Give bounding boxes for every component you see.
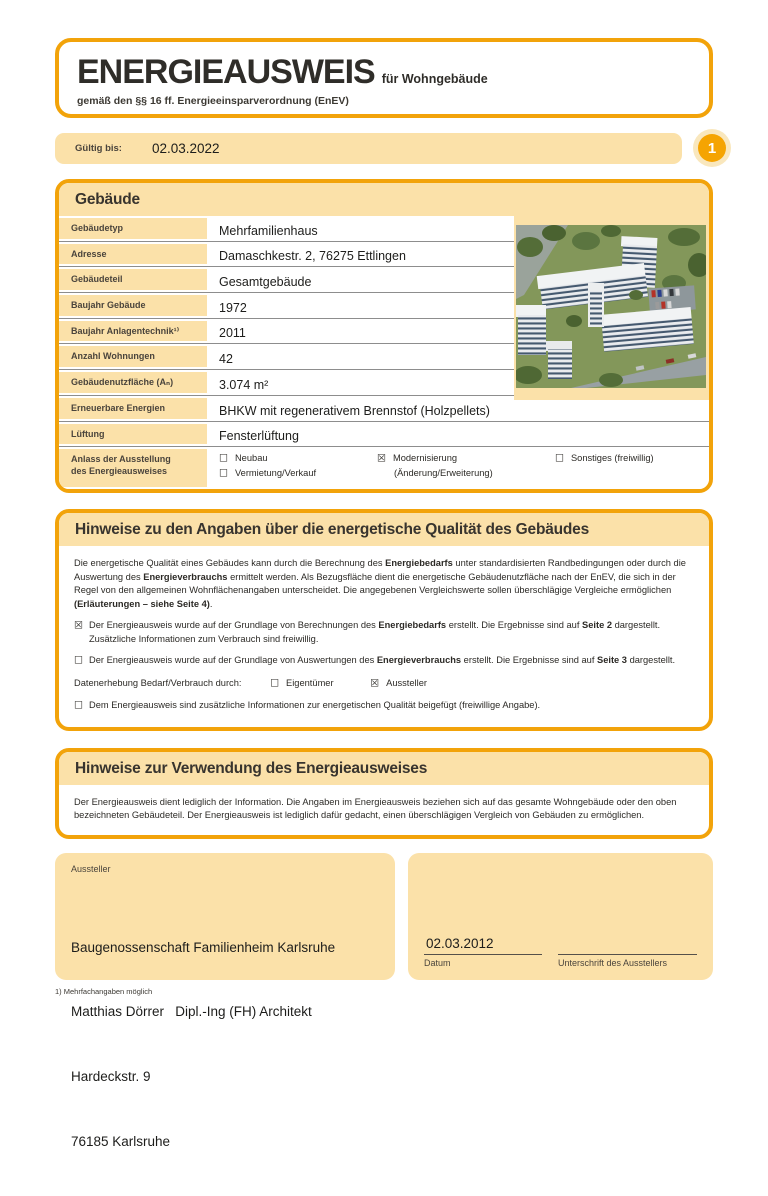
hint-item-bedarf: ☒ Der Energieausweis wurde auf der Grundlage von Berechnungen des Energiebedarfs erstellt. Die Ergebnisse sind auf Seite 2 dargestellt. Zusätzliche Informationen zum Verbrauch sind freiwillig.: [74, 619, 694, 646]
table-row-anlass: [59, 447, 709, 489]
signature-columns: [424, 936, 697, 968]
row-label: Gebäudetyp: [59, 218, 207, 239]
building-photo-panel: [514, 216, 709, 400]
row-value: BHKW mit regenerativem Brennstof (Holzpellets): [219, 403, 490, 418]
row-label: Adresse: [59, 244, 207, 265]
valid-until-bar: [55, 133, 682, 164]
anlass-col-3: [555, 453, 697, 483]
signature-label: Unterschrift des Ausstellers: [558, 958, 668, 969]
datenerhebung-label: Datenerhebung Bedarf/Verbrauch durch:: [74, 677, 242, 688]
row-value: 1972: [219, 300, 247, 315]
page-number-badge: 1: [698, 134, 726, 162]
checkbox-vermietung: ☐: [219, 468, 228, 480]
hinweise-qualitaet-body: [59, 546, 709, 726]
date-column: [424, 936, 542, 968]
row-label: Baujahr Gebäude: [59, 295, 207, 316]
option-neubau: ☐ Neubau: [219, 453, 268, 465]
issuer-line: Hardeckstr. 9: [71, 1069, 151, 1085]
issuer-line: Matthias Dörrer Dipl.-Ing (FH) Architekt: [71, 1004, 312, 1020]
checkbox-neubau: ☐: [219, 453, 228, 465]
row-value: Fensterlüftung: [219, 429, 299, 444]
signature-column: [558, 936, 697, 968]
intro-paragraph: Die energetische Qualität eines Gebäudes kann durch die Berechnung des Energiebedarfs unter standardisierten Randbedingungen oder durch die Auswertung des Energieverbrauchs ermittelt werden. Als Bezugsfläche dient die energetische Gebäudenutzfläche nach der EnEV, die sich in der Regel von den allgemeinen Wohnflächenangaben unterscheidet. Die angegebenen Vergleichswerte sollen überschlägige Vergleiche ermöglichen (Erläuterungen – siehe Seite 4).: [74, 558, 686, 609]
option-modernisierung: ☒ Modernisierung: [377, 453, 458, 465]
datenerhebung-line: [74, 677, 694, 692]
footnote: 1) Mehrfachangaben möglich: [55, 987, 153, 997]
signature-line: [558, 936, 697, 955]
page: [55, 0, 717, 1149]
row-value: Gesamtgebäude: [219, 275, 312, 290]
section-gebaeude-heading: Gebäude: [59, 183, 709, 216]
checkbox-verbrauch: ☐: [74, 655, 83, 667]
title-box: [55, 38, 713, 118]
row-value: Mehrfamilienhaus: [219, 223, 318, 238]
document-title-suffix: für Wohngebäude: [381, 72, 488, 86]
section-hinweise-qualitaet-heading: Hinweise zu den Angaben über die energetische Qualität des Gebäudes: [59, 513, 709, 546]
anlass-options: [207, 447, 709, 489]
row-value: 3.074 m²: [219, 377, 269, 392]
section-gebaeude: [55, 179, 713, 493]
row-value: 2011: [219, 326, 246, 341]
hint-item-verbrauch: ☐ Der Energieausweis wurde auf der Grundlage von Auswertungen des Energieverbrauchs erstellt. Die Ergebnisse sind auf Seite 3 dargestellt.: [74, 654, 694, 669]
row-value: Damaschkestr. 2, 76275 Ettlingen: [219, 249, 406, 264]
row-label: Baujahr Anlagentechnik¹⁾: [59, 321, 207, 342]
checkbox-sonstiges: ☐: [555, 453, 564, 465]
valid-until-row: [55, 133, 717, 164]
verwendung-paragraph: Der Energieausweis dient lediglich der Information. Die Angaben im Energieausweis beziehen sich auf das gesamte Wohngebäude oder den oben bezeichneten Gebäudeteil. Der Energieausweis ist lediglich dafür gedacht, einen überschlägigen Vergleich von Gebäuden zu ermöglichen.: [74, 796, 677, 820]
section-hinweise-qualitaet: [55, 509, 713, 730]
anlass-label-line2: des Energieausweises: [71, 465, 168, 476]
checkbox-aussteller: ☒: [370, 678, 380, 689]
issuer-line: Baugenossenschaft Familienheim Karlsruhe: [71, 939, 336, 955]
issue-date: 02.03.2012: [424, 936, 542, 955]
signature-box: [408, 853, 713, 980]
row-label: Anzahl Wohnungen: [59, 346, 207, 367]
document-subtitle: gemäß den §§ 16 ff. Energieeinsparverordnung (EnEV): [77, 95, 349, 107]
table-row: [59, 422, 709, 448]
gebaeude-table: [59, 216, 709, 489]
valid-until-date: 02.03.2022: [151, 141, 220, 156]
option-vermietung: ☐ Vermietung/Verkauf: [219, 468, 317, 480]
option-modernisierung-note: (Änderung/Erweiterung): [394, 468, 493, 479]
option-eigentuemer: ☐ Eigentümer: [270, 678, 334, 688]
issuer-label: Aussteller: [71, 864, 111, 875]
date-label: Datum: [424, 958, 451, 969]
option-aussteller: ☒ Aussteller: [370, 678, 427, 688]
issuer-address: [71, 893, 379, 1195]
valid-until-label: Gültig bis:: [75, 143, 122, 154]
anlass-label-line1: Anlass der Ausstellung: [71, 454, 171, 465]
anlass-col-2: [377, 453, 555, 483]
issuer-line: 76185 Karlsruhe: [71, 1133, 171, 1149]
section-hinweise-verwendung: [55, 748, 713, 840]
checkbox-eigentuemer: ☐: [270, 678, 280, 689]
hint-item-zusatzinfo: ☐ Dem Energieausweis sind zusätzliche Informationen zur energetischen Qualität beigefügt (freiwillige Angabe).: [74, 699, 694, 714]
hinweise-verwendung-body: [59, 785, 709, 836]
document-title: ENERGIEAUSWEIS: [77, 53, 375, 91]
row-value: 42: [219, 352, 233, 367]
checkbox-zusatzinfo: ☐: [74, 700, 83, 712]
row-label: Gebäudenutzfläche (Aₙ): [59, 372, 207, 393]
anlass-col-1: [219, 453, 377, 483]
row-label: [59, 449, 207, 487]
aerial-photo: [516, 225, 706, 388]
checkbox-modernisierung: ☒: [377, 453, 386, 465]
row-label: Erneuerbare Energien: [59, 398, 207, 419]
row-label: Gebäudeteil: [59, 269, 207, 290]
row-label: Lüftung: [59, 424, 207, 445]
checkbox-bedarf: ☒: [74, 620, 83, 632]
section-hinweise-verwendung-heading: Hinweise zur Verwendung des Energieausweises: [59, 752, 709, 785]
option-sonstiges: ☐ Sonstiges (freiwillig): [555, 453, 654, 465]
